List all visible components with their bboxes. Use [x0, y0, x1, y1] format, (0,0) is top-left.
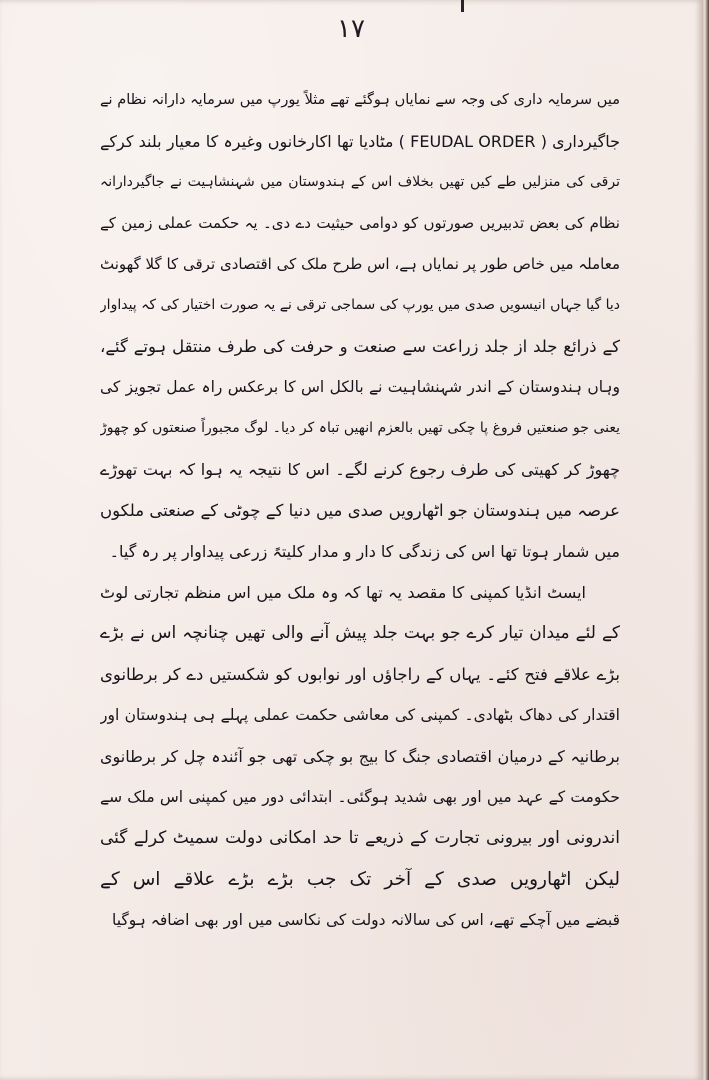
- text-line: وہاں ہندوستان کے اندر شہنشاہیت نے بالکل اس کا برعکس راہ عمل تجویز کی: [100, 378, 620, 396]
- text-line: دیا گیا جہاں انیسویں صدی میں یورپ کی سماجی ترقی نے یہ صورت اختیار کی کہ پیداوار: [100, 297, 620, 313]
- text-line: یعنی جو صنعتیں فروغ پا چکی تھیں بالعزم انھیں تباہ کر دیا۔ لوگ مجبوراً صنعتوں کو چھوڑ: [100, 420, 620, 436]
- text-line: معاملہ میں خاص طور پر نمایاں ہے، اس طرح ملک کی اقتصادی ترقی کا گلا گھونٹ: [100, 255, 620, 273]
- page-body: [100, 80, 620, 941]
- text-line: میں سرمایہ داری کی وجہ سے نمایاں ہوگئے تھے مثلاً یورپ میں سرمایہ دارانہ نظام نے: [100, 92, 620, 108]
- text-line: کے ذرائع جلد از جلد زراعت سے صنعت و حرفت کی طرف منتقل ہوتے گئے،: [100, 337, 620, 356]
- text-line: لیکن اٹھارویں صدی کے آخر تک جب بڑے بڑے علاقے اس کے: [100, 869, 620, 890]
- text-line: ایسٹ انڈیا کمپنی کا مقصد یہ تھا کہ وہ ملک میں اس منظم تجارتی لوٹ: [100, 583, 586, 602]
- page-mark: [461, 0, 464, 12]
- text-line: ترقی کی منزلیں طے کیں تھیں بخلاف اس کے ہندوستان میں شہنشاہیت نے جاگیردارانہ: [100, 174, 620, 190]
- paragraph-2: [100, 572, 620, 941]
- text-line: بڑے علاقے فتح کئے۔ یہاں کے راجاؤں اور نوابوں کو شکستیں دے کر برطانوی: [100, 665, 620, 684]
- text-line: عرصہ میں ہندوستان جو اٹھارویں صدی میں دنیا کے چوٹی کے صنعتی ملکوں: [100, 501, 620, 520]
- page-number: ۱۷: [337, 14, 365, 44]
- page-edge: [702, 0, 709, 1080]
- text-line: جاگیرداری ( FEUDAL ORDER ) مٹادیا تھا اکارخانوں وغیرہ کا معیار بلند کرکے: [100, 132, 620, 151]
- text-line: اندرونی اور بیرونی تجارت کے ذریعے تا حد امکانی دولت سمیٹ کرلے گئی: [100, 828, 620, 848]
- text-line: کے لئے میدان تیار کرے جو بہت جلد پیش آنے والی تھیں چنانچہ اس نے بڑے: [100, 623, 620, 643]
- text-line: نظام کی بعض تدبیریں صورتوں کو دوامی حیثیت دے دی۔ یہ حکمت عملی زمین کے: [100, 214, 620, 232]
- text-line: اقتدار کی دھاک بٹھادی۔ کمپنی کی معاشی حکمت عملی پہلے ہی ہندوستان اور: [100, 706, 620, 724]
- text-line: حکومت کے عہد میں اور بھی شدید ہوگئی۔ ابتدائی دور میں کمپنی اس ملک سے: [100, 788, 620, 806]
- text-line: چھوڑ کر کھیتی کی طرف رجوع کرنے لگے۔ اس کا نتیجہ یہ ہوا کہ بہت تھوڑے: [100, 460, 620, 479]
- paragraph-1: [100, 80, 620, 572]
- text-line: برطانیہ کے درمیان اقتصادی جنگ کا بیج بو چکی تھی جو آئندہ چل کر برطانوی: [100, 747, 620, 766]
- text-line: قبضے میں آچکے تھے، اس کی سالانہ دولت کی نکاسی میں اور بھی اضافہ ہوگیا: [111, 911, 620, 929]
- text-line: میں شمار ہوتا تھا اس کی زندگی کا دار و مدار کلیتہً زرعی پیداوار پر رہ گیا۔: [109, 542, 620, 561]
